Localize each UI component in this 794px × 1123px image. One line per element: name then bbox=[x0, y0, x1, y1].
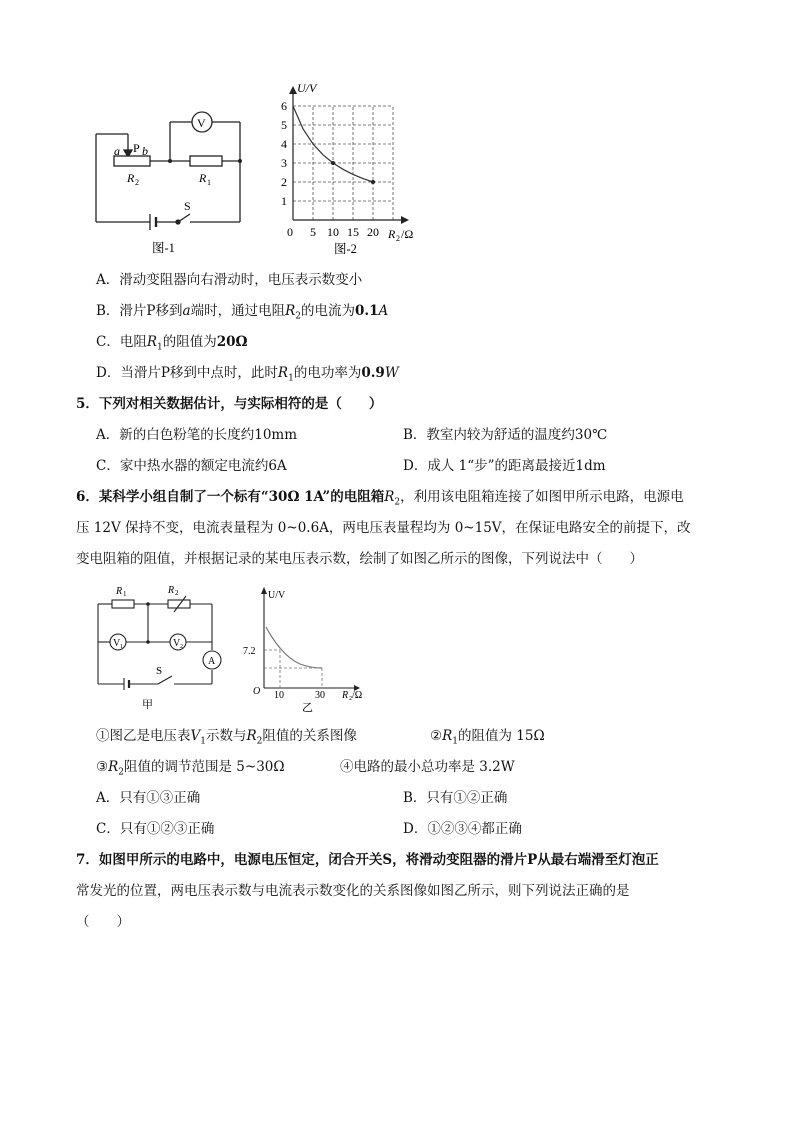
q6-option-d: D．①②③④都正确 bbox=[403, 821, 522, 837]
fig1-label-P: P bbox=[133, 141, 140, 155]
figure-1-circuit bbox=[90, 100, 250, 260]
jia-R2-sub: 2 bbox=[175, 589, 179, 597]
fig2-ytick-label: 4 bbox=[281, 137, 287, 151]
yi-origin: O bbox=[253, 686, 261, 697]
q7-stem-line3: （ ） bbox=[76, 914, 130, 930]
fig2-xtick-label: 10 bbox=[327, 225, 339, 239]
jia-V1-sub: 1 bbox=[120, 644, 123, 650]
fig2-xlabel-unit: /Ω bbox=[401, 227, 414, 241]
q5-option-b: B．教室内较为舒适的温度约30℃ bbox=[403, 427, 608, 443]
fig2-xtick-label: 5 bbox=[310, 225, 316, 239]
q4-option-a: A．滑动变阻器向右滑动时，电压表示数变小 bbox=[96, 272, 363, 288]
q7-stem-line1: 7．如图甲所示的电路中，电源电压恒定，闭合开关S，将滑动变阻器的滑片P从最右端滑至灯泡正 bbox=[76, 852, 659, 868]
q5-stem: 5．下列对相关数据估计，与实际相符的是（ ） bbox=[76, 396, 383, 412]
fig1-label-R1: R bbox=[199, 171, 207, 185]
fig1-switch-label: S bbox=[184, 199, 191, 213]
fig2-xtick-label: 15 bbox=[347, 225, 359, 239]
q7-stem-line2: 常发光的位置，两电压表示数与电流表示数变化的关系图像如图乙所示，则下列说法正确的是 bbox=[76, 883, 630, 899]
q6-figure-jia-circuit bbox=[92, 580, 222, 715]
fig2-ytick-label: 6 bbox=[281, 99, 287, 113]
q6-stem-line1: 6．某科学小组自制了一个标有“30Ω 1A”的电阻箱$R_2$，利用该电阻箱连接了如图甲所示电路，电源电 bbox=[76, 489, 684, 508]
fig2-xlabel-sub: 2 bbox=[396, 234, 400, 243]
q5-option-d: D．成人 1“步”的距离最接近1dm bbox=[403, 458, 606, 474]
yi-xtick-10: 10 bbox=[274, 690, 284, 701]
yi-curve bbox=[266, 627, 322, 668]
q4-option-b: B．滑片P移到a端时，通过电阻$R_2$的电流为0.1A bbox=[96, 303, 389, 322]
fig2-data-point bbox=[371, 180, 375, 184]
yi-ylabel: U/V bbox=[268, 590, 286, 601]
jia-ammeter-label: A bbox=[208, 656, 216, 667]
jia-V1-label: V bbox=[113, 638, 121, 649]
yi-caption: 乙 bbox=[302, 702, 313, 714]
fig1-label-R2: R bbox=[127, 171, 135, 185]
fig1-label-b: b bbox=[142, 144, 148, 158]
q6-statement-2: $②R_1$的阻值为 15Ω bbox=[430, 728, 545, 747]
fig1-voltmeter-label: V bbox=[197, 116, 206, 130]
fig2-ytick-label: 2 bbox=[281, 175, 287, 189]
q4-option-d: D．当滑片P移到中点时，此时$R_1$的电功率为0.9W bbox=[96, 365, 399, 384]
fig2-xtick-label: 0 bbox=[287, 225, 293, 239]
fig1-label-a: a bbox=[114, 144, 120, 158]
q6-stem-line2: 压 12V 保持不变，电流表量程为 0~0.6A，两电压表量程均为 0~15V，在保证电路安全的前提下，改 bbox=[76, 520, 691, 536]
fig2-ylabel: U/V bbox=[297, 81, 317, 95]
yi-ytick: 7.2 bbox=[243, 646, 256, 657]
yi-xtick-30: 30 bbox=[315, 690, 325, 701]
q6-stem-line3: 变电阻箱的阻值，并根据记录的某电压表示数，绘制了如图乙所示的图像，下列说法中（ ） bbox=[76, 551, 643, 567]
q5-option-a: A．新的白色粉笔的长度约10mm bbox=[96, 427, 298, 443]
yi-xlabel: R bbox=[342, 690, 349, 701]
q6-statement-1: ①图乙是电压表$V_1$示数与$R_2$阻值的关系图像 bbox=[96, 728, 357, 747]
fig2-ytick-label: 3 bbox=[281, 156, 287, 170]
q6-option-a: A．只有①③正确 bbox=[96, 790, 201, 806]
jia-R1-label: R bbox=[116, 586, 123, 597]
fig2-ytick-label: 5 bbox=[281, 118, 287, 132]
fig1-caption: 图-1 bbox=[152, 241, 175, 255]
jia-V2-sub: 2 bbox=[180, 644, 183, 650]
q4-option-c: C．电阻$R_1$的阻值为20Ω bbox=[96, 334, 248, 353]
fig2-caption: 图-2 bbox=[334, 242, 357, 256]
q6-option-b: B．只有①②正确 bbox=[403, 790, 508, 806]
figure-2-graph bbox=[275, 78, 425, 260]
q6-statement-4: ④电路的最小总功率是 3.2W bbox=[340, 759, 515, 775]
jia-switch-label: S bbox=[156, 665, 163, 677]
fig1-label-R1-sub: 1 bbox=[207, 178, 211, 187]
fig1-label-R2-sub: 2 bbox=[135, 178, 139, 187]
fig2-data-point bbox=[331, 161, 335, 165]
jia-V2-label: V bbox=[173, 638, 181, 649]
q6-statement-3: $③R_2$阻值的调节范围是 5~30Ω bbox=[96, 759, 285, 778]
fig2-xlabel: R bbox=[388, 227, 396, 241]
jia-R2-label: R bbox=[168, 585, 175, 596]
q5-option-c: C．家中热水器的额定电流约6A bbox=[96, 458, 287, 474]
yi-xlabel-sub: 2 bbox=[349, 696, 352, 702]
yi-xlabel-unit: /Ω bbox=[352, 690, 363, 701]
jia-caption: 甲 bbox=[142, 699, 153, 711]
jia-R1-sub: 1 bbox=[123, 590, 127, 598]
q6-figure-yi-graph bbox=[238, 582, 372, 716]
q6-option-c: C．只有①②③正确 bbox=[96, 821, 215, 837]
fig2-xtick-label: 20 bbox=[367, 225, 379, 239]
fig2-ytick-label: 1 bbox=[281, 194, 287, 208]
